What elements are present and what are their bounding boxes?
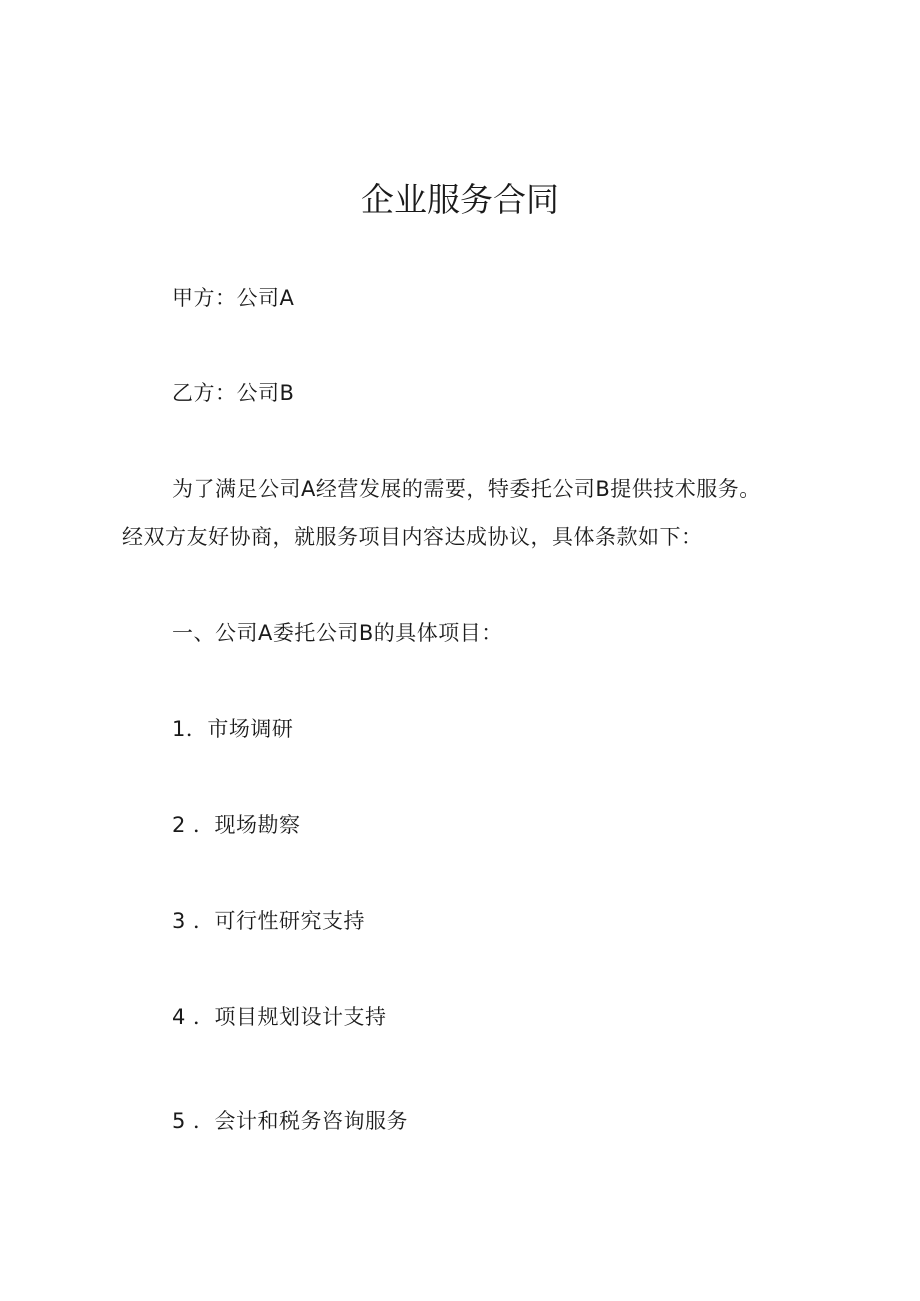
intro-paragraph-line-1: 为了满足公司A经营发展的需要，特委托公司B提供技术服务。 <box>172 477 761 501</box>
list-item: 5 ．会计和税务咨询服务 <box>172 1109 409 1133</box>
document-title: 企业服务合同 <box>361 180 559 219</box>
intro-paragraph-line-2: 经双方友好协商，就服务项目内容达成协议，具体条款如下： <box>122 525 703 549</box>
list-item: 3 ．可行性研究支持 <box>172 909 366 933</box>
list-item: 4 ．项目规划设计支持 <box>172 1005 387 1029</box>
section-1-heading: 一、公司A委托公司B的具体项目： <box>172 621 503 645</box>
list-item: 2 ．现场勘察 <box>172 813 301 837</box>
party-b-line: 乙方：公司B <box>172 381 295 405</box>
list-item: 1．市场调研 <box>172 717 294 741</box>
party-a-line: 甲方：公司A <box>172 286 295 310</box>
